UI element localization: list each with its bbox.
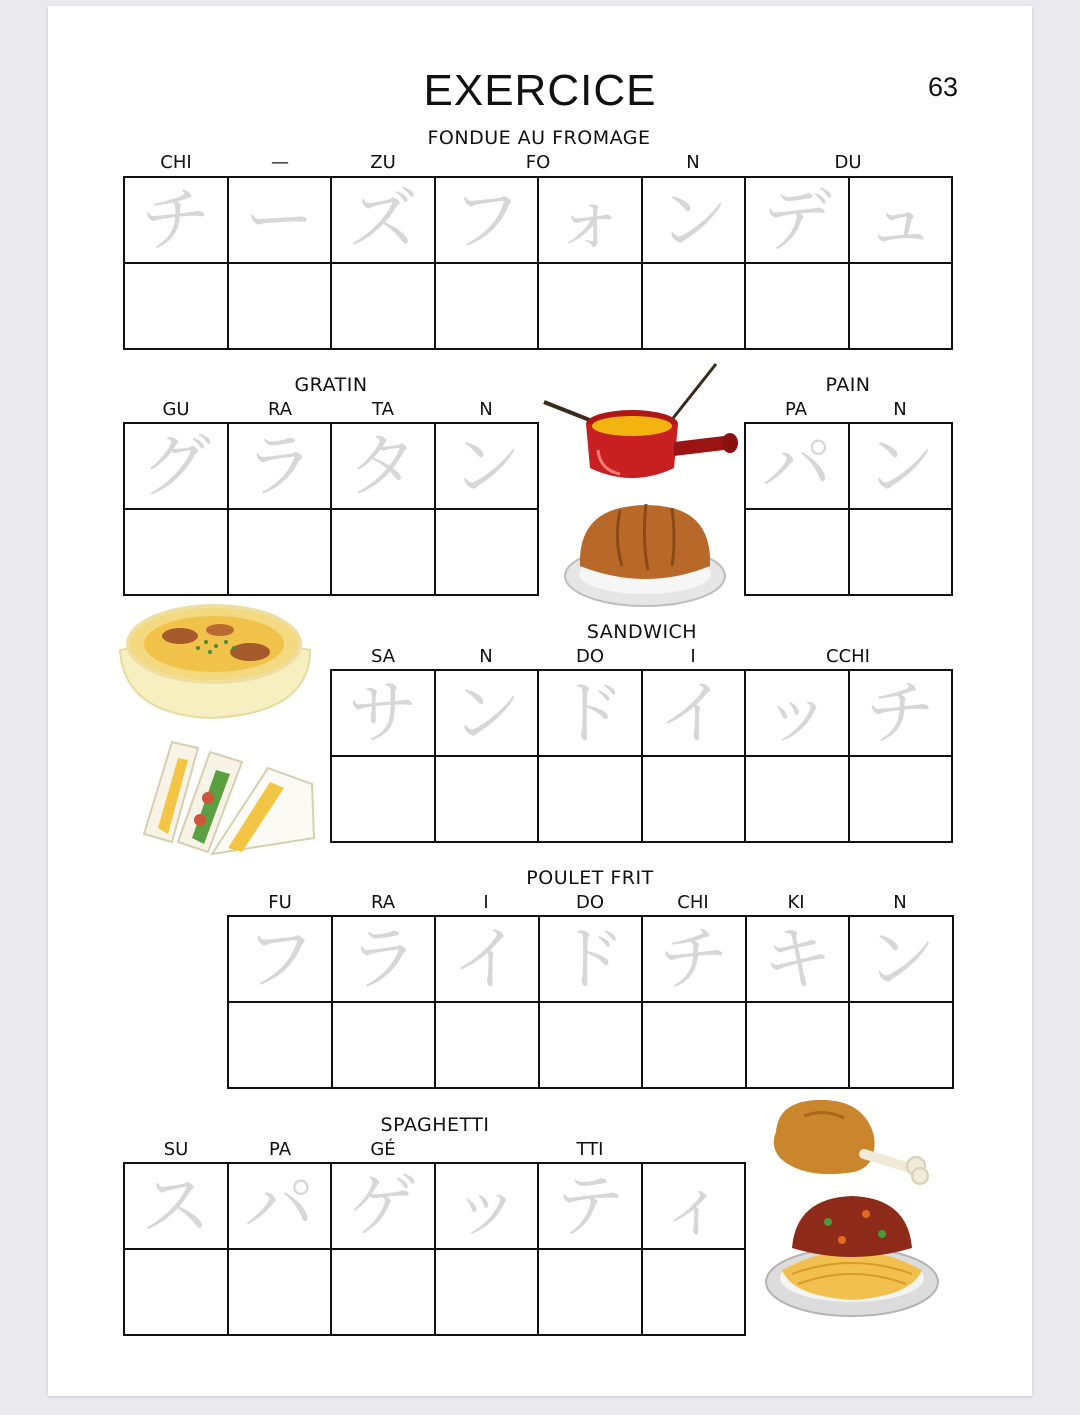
tracing-cell	[332, 1164, 436, 1250]
tracing-cell	[125, 1164, 229, 1250]
writing-cell[interactable]	[746, 510, 850, 596]
fondue-pot-icon	[540, 358, 744, 484]
syllable-label: N	[893, 892, 907, 913]
tracing-cell	[643, 671, 747, 757]
page-title: EXERCICE	[423, 66, 657, 115]
tracing-cell	[850, 178, 954, 264]
tracing-cell	[436, 917, 540, 1003]
trace-kana: ラ	[348, 918, 419, 1000]
writing-cell[interactable]	[332, 264, 436, 350]
tracing-cell	[436, 671, 540, 757]
word-title-poulet-frit: POULET FRIT	[526, 867, 654, 889]
tracing-cell	[436, 178, 540, 264]
trace-kana: ー	[244, 179, 315, 261]
practice-grid-sandwich	[330, 669, 953, 843]
syllable-label: N	[479, 399, 493, 420]
syllable-label: I	[690, 646, 696, 667]
gratin-icon	[110, 602, 320, 722]
tracing-cell	[229, 178, 333, 264]
trace-kana: チ	[865, 672, 936, 754]
writing-cell[interactable]	[436, 757, 540, 843]
syllable-label: RA	[370, 892, 396, 913]
writing-cell[interactable]	[850, 757, 954, 843]
trace-kana: ォ	[554, 179, 625, 261]
word-title-spaghetti: SPAGHETTI	[380, 1114, 490, 1136]
syllable-label: N	[893, 399, 907, 420]
writing-cell[interactable]	[539, 264, 643, 350]
tracing-cell	[643, 178, 747, 264]
tracing-cell	[332, 178, 436, 264]
trace-kana: チ	[140, 179, 211, 261]
trace-kana: ン	[865, 918, 936, 1000]
syllable-label: KI	[787, 892, 805, 913]
trace-kana: グ	[140, 425, 211, 507]
writing-cell[interactable]	[747, 1003, 851, 1089]
trace-kana: ン	[658, 179, 729, 261]
practice-grid-spaghetti	[123, 1162, 746, 1336]
tracing-cell	[333, 917, 437, 1003]
trace-kana: デ	[761, 179, 832, 261]
syllable-label: PA	[268, 1139, 292, 1160]
writing-cell[interactable]	[229, 1250, 333, 1336]
trace-kana: イ	[658, 672, 729, 754]
writing-cell[interactable]	[643, 264, 747, 350]
word-title-fondue: FONDUE AU FROMAGE	[427, 127, 651, 149]
trace-kana: ュ	[865, 179, 936, 261]
tracing-cell	[850, 424, 954, 510]
writing-cell[interactable]	[332, 1250, 436, 1336]
syllable-label: GÉ	[370, 1139, 396, 1160]
writing-cell[interactable]	[333, 1003, 437, 1089]
trace-kana: ド	[555, 918, 626, 1000]
writing-cell[interactable]	[643, 1250, 747, 1336]
syllable-label: PA	[784, 399, 808, 420]
syllable-label: SU	[163, 1139, 189, 1160]
writing-cell[interactable]	[643, 1003, 747, 1089]
trace-kana: ズ	[347, 179, 418, 261]
writing-cell[interactable]	[539, 757, 643, 843]
page-number: 63	[928, 72, 959, 102]
writing-cell[interactable]	[229, 1003, 333, 1089]
sandwich-icon	[138, 738, 318, 866]
syllable-label: ZU	[370, 152, 396, 173]
syllable-label: FO	[525, 152, 551, 173]
writing-cell[interactable]	[850, 264, 954, 350]
word-title-pain: PAIN	[825, 374, 871, 396]
trace-kana: ッ	[451, 1165, 522, 1247]
trace-kana: サ	[347, 672, 418, 754]
writing-cell[interactable]	[436, 264, 540, 350]
trace-kana: パ	[761, 425, 832, 507]
syllable-label: CCHI	[826, 646, 870, 667]
word-title-gratin: GRATIN	[294, 374, 368, 396]
trace-kana: ラ	[244, 425, 315, 507]
trace-kana: チ	[658, 918, 729, 1000]
writing-cell[interactable]	[540, 1003, 644, 1089]
writing-cell[interactable]	[436, 1003, 540, 1089]
syllable-label: RA	[267, 399, 293, 420]
syllable-label: DO	[575, 646, 605, 667]
trace-kana: ン	[451, 672, 522, 754]
trace-kana: ッ	[761, 672, 832, 754]
syllable-label: FU	[268, 892, 292, 913]
practice-grid-gratin	[123, 422, 539, 596]
writing-cell[interactable]	[643, 757, 747, 843]
syllable-label: GU	[162, 399, 190, 420]
writing-cell[interactable]	[746, 264, 850, 350]
spaghetti-icon	[762, 1192, 942, 1322]
practice-grid-pain	[744, 422, 953, 596]
syllable-label: TA	[372, 399, 394, 420]
word-title-sandwich: SANDWICH	[586, 621, 698, 643]
practice-grid-poulet-frit	[227, 915, 954, 1089]
syllable-label: N	[686, 152, 700, 173]
writing-cell[interactable]	[229, 510, 333, 596]
trace-kana: ィ	[658, 1165, 729, 1247]
syllable-label: I	[483, 892, 489, 913]
writing-cell[interactable]	[436, 1250, 540, 1336]
tracing-cell	[229, 917, 333, 1003]
tracing-cell	[850, 671, 954, 757]
writing-cell[interactable]	[746, 757, 850, 843]
tracing-cell	[746, 671, 850, 757]
fried-chicken-icon	[764, 1096, 940, 1188]
trace-kana: イ	[451, 918, 522, 1000]
trace-kana: ス	[140, 1165, 211, 1247]
tracing-cell	[125, 178, 229, 264]
tracing-cell	[746, 424, 850, 510]
tracing-cell	[332, 671, 436, 757]
writing-cell[interactable]	[539, 1250, 643, 1336]
tracing-cell	[229, 424, 333, 510]
tracing-cell	[539, 178, 643, 264]
trace-kana: ン	[451, 425, 522, 507]
writing-cell[interactable]	[850, 510, 954, 596]
tracing-cell	[746, 178, 850, 264]
tracing-cell	[643, 917, 747, 1003]
bread-icon	[562, 500, 728, 612]
tracing-cell	[850, 917, 954, 1003]
practice-grid-fondue	[123, 176, 953, 350]
trace-kana: ゲ	[347, 1165, 418, 1247]
trace-kana: キ	[762, 918, 833, 1000]
syllable-label: SA	[370, 646, 396, 667]
trace-kana: パ	[244, 1165, 315, 1247]
trace-kana: フ	[244, 918, 315, 1000]
tracing-cell	[539, 1164, 643, 1250]
syllable-label: TTI	[576, 1139, 604, 1160]
writing-cell[interactable]	[332, 757, 436, 843]
tracing-cell	[125, 424, 229, 510]
writing-cell[interactable]	[125, 1250, 229, 1336]
writing-cell[interactable]	[125, 510, 229, 596]
syllable-label: DO	[575, 892, 605, 913]
tracing-cell	[643, 1164, 747, 1250]
tracing-cell	[229, 1164, 333, 1250]
tracing-cell	[332, 424, 436, 510]
writing-cell[interactable]	[125, 264, 229, 350]
trace-kana: ン	[865, 425, 936, 507]
writing-cell[interactable]	[229, 264, 333, 350]
tracing-cell	[540, 917, 644, 1003]
tracing-cell	[747, 917, 851, 1003]
syllable-label: CHI	[160, 152, 192, 173]
syllable-label: DU	[834, 152, 862, 173]
tracing-cell	[539, 671, 643, 757]
writing-cell[interactable]	[850, 1003, 954, 1089]
trace-kana: テ	[554, 1165, 625, 1247]
trace-kana: ド	[554, 672, 625, 754]
tracing-cell	[436, 424, 540, 510]
writing-cell[interactable]	[332, 510, 436, 596]
tracing-cell	[436, 1164, 540, 1250]
trace-kana: フ	[451, 179, 522, 261]
writing-cell[interactable]	[436, 510, 540, 596]
syllable-label: CHI	[677, 892, 709, 913]
trace-kana: タ	[347, 425, 418, 507]
syllable-label: N	[479, 646, 493, 667]
syllable-label: —	[271, 152, 289, 173]
